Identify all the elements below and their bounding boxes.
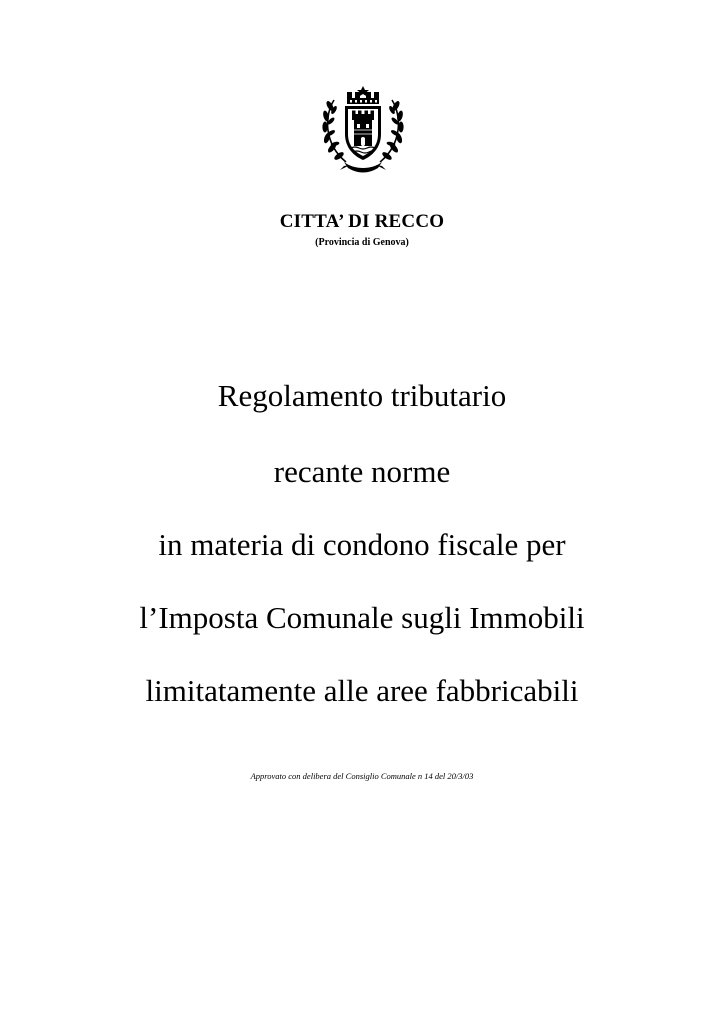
coat-of-arms-icon [320,86,406,174]
title-line-3: in materia di condono fiscale per [158,527,566,562]
title-line-5: limitatamente alle aree fabbricabili [145,673,579,708]
title-line-1: Regolamento tributario [217,378,507,413]
city-name: CITTA’ DI RECCO [279,211,445,232]
province-subtitle: (Provincia di Genova) [315,237,409,248]
title-line-4: l’Imposta Comunale sugli Immobili [139,600,585,635]
approval-note: Approvato con delibera del Consiglio Comunale n 14 del 20/3/03 [250,771,474,781]
title-line-2: recante norme [273,454,451,489]
